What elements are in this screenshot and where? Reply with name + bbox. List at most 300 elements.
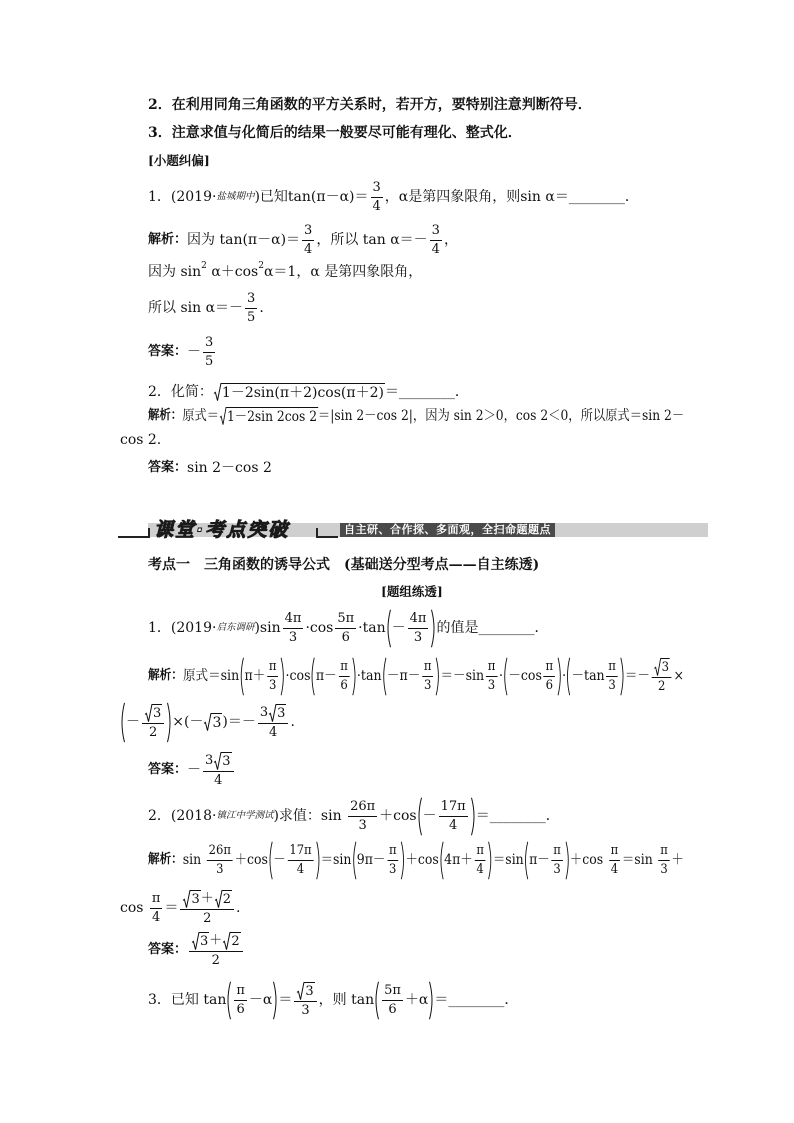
denominator (245, 309, 257, 326)
radical-sign-icon (223, 932, 230, 950)
numerator (430, 223, 442, 241)
practice-1-analysis-line-1 (148, 656, 684, 696)
left-parenthesis-icon (226, 981, 231, 1020)
parenthesis-content (379, 981, 429, 1020)
text-run: 考点一 三角函数的诱导公式 (基础送分型考点——自主练透) (148, 557, 540, 573)
practice-label (381, 572, 443, 612)
parenthesized-group (524, 841, 570, 880)
text-run: －π－ (386, 668, 421, 684)
text-run: 2 (211, 952, 220, 968)
practice-2-analysis-line-2 (120, 888, 240, 928)
text-run: [小题纠偏] (148, 153, 210, 168)
right-parenthesis-icon (436, 657, 440, 696)
fraction (430, 223, 442, 258)
text-run: 4 (610, 861, 619, 877)
text-run: 3．注意求值与化简后的结果一般要尽可能有理化、整式化． (148, 125, 522, 141)
text-run: 3 (431, 222, 440, 238)
denominator (658, 861, 669, 878)
text-run: 4 (431, 241, 440, 257)
text-run: 6 (340, 677, 348, 693)
fraction (408, 611, 429, 646)
denominator (180, 910, 234, 927)
text-run: · (562, 668, 567, 684)
left-parenthesis-icon (120, 702, 125, 743)
radicand (190, 890, 200, 908)
fraction (371, 180, 383, 215)
left-parenthesis-icon (439, 841, 443, 880)
text-run: ＝sin (492, 852, 524, 868)
parenthesis-content (422, 797, 471, 836)
analysis-label: 解析： (148, 668, 183, 683)
left-parenthesis-icon (311, 657, 315, 696)
numerator (544, 659, 555, 677)
fraction (606, 659, 617, 694)
fraction (475, 843, 486, 878)
text-run: 3．已知 tan (148, 992, 227, 1008)
fraction (142, 704, 164, 741)
text-run: ＝________． (384, 384, 469, 400)
text-run: ＝________． (475, 808, 560, 824)
text-run: 6 (388, 1001, 397, 1017)
numerator (371, 180, 383, 198)
text-run: ＝|sin 2－cos 2|，因为 sin 2＞0，cos 2＜0，所以原式＝sin 2－ (317, 408, 685, 424)
denominator (552, 861, 563, 878)
right-parenthesis-icon (429, 981, 434, 1020)
text-run: 3 (259, 704, 269, 720)
text-run: π (608, 658, 616, 674)
denominator (609, 861, 620, 878)
text-run: 3 (191, 891, 200, 907)
right-parenthesis-icon (316, 841, 320, 880)
fraction (283, 611, 304, 646)
text-run: 26π (350, 798, 376, 814)
text-run: 3 (205, 752, 214, 768)
text-run: ＝－sin (440, 668, 485, 684)
text-run: 3 (301, 1002, 310, 1018)
text-run: . (259, 300, 264, 316)
radical-sign-icon (214, 752, 221, 770)
numerator (387, 843, 398, 861)
practice-1-analysis-line-2 (120, 702, 295, 742)
square-root (654, 658, 669, 676)
denominator (142, 724, 164, 741)
text-run: ×(－ (172, 714, 204, 730)
left-parenthesis-icon (524, 841, 528, 880)
text-run: 3 (660, 861, 668, 877)
parenthesized-group (417, 797, 476, 836)
parenthesis-content (386, 657, 436, 696)
analysis-label: 解析： (148, 408, 183, 423)
text-run: 4 (372, 198, 381, 214)
text-run: ＋ (200, 890, 214, 906)
denominator (339, 677, 350, 694)
numerator (339, 659, 350, 677)
text-run: 4 (476, 861, 484, 877)
analysis-label: 解析： (148, 852, 183, 867)
fraction (609, 843, 620, 878)
text-run: ＋ (671, 852, 684, 868)
numerator (294, 982, 316, 1002)
left-parenthesis-icon (417, 797, 422, 836)
text-run: 5π (337, 610, 355, 626)
fraction (339, 659, 350, 694)
numerator (486, 659, 497, 677)
numerator (606, 659, 617, 677)
radical-sign-icon (192, 932, 199, 950)
numerator (283, 611, 304, 629)
text-run: －tan (571, 668, 605, 684)
denominator (348, 817, 377, 834)
fraction (652, 658, 672, 695)
right-parenthesis-icon (620, 657, 624, 696)
left-parenthesis-icon (503, 657, 507, 696)
text-run: 3 (413, 629, 423, 645)
text-run: 5π (384, 982, 401, 998)
text-run: cos (120, 900, 148, 916)
text-run: 17π (289, 842, 312, 858)
text-run: ＋cos (569, 852, 608, 868)
question-1-analysis-line-3 (148, 288, 264, 328)
text-run: 3 (277, 705, 286, 721)
text-run: sin (182, 852, 206, 868)
text-run: ＋cos (234, 852, 268, 868)
text-run: )＝－ (222, 714, 256, 730)
text-run: 因为 tan(π－α)＝ (187, 232, 301, 248)
text-run: · (498, 668, 503, 684)
text-run: 2．化简： (148, 384, 213, 400)
text-run: ＋α (404, 992, 429, 1008)
text-run: . (236, 900, 241, 916)
left-parenthesis-icon (382, 657, 386, 696)
square-root (297, 982, 314, 1000)
parenthesized-group (120, 702, 172, 743)
text-run: 3 (216, 861, 224, 877)
text-run: ·tan (358, 620, 386, 636)
text-run: －cos (508, 668, 542, 684)
square-root (214, 752, 231, 770)
parenthesis-content (272, 841, 316, 880)
fraction (294, 982, 316, 1019)
denominator (475, 861, 486, 878)
text-run: π＋ (244, 668, 266, 684)
text-run: － (391, 620, 406, 636)
denominator (203, 772, 234, 789)
text-run: 3 (305, 983, 314, 999)
fraction (486, 659, 497, 694)
text-run: 4 (269, 724, 278, 740)
numerator (422, 659, 433, 677)
parenthesized-group (311, 657, 357, 696)
text-run: 2 (222, 891, 232, 907)
denominator (544, 677, 555, 694)
fraction (348, 799, 377, 834)
numerator (234, 983, 247, 1001)
right-parenthesis-icon (471, 797, 476, 836)
square-root (220, 407, 318, 425)
text-run: . (290, 714, 295, 730)
fraction (180, 890, 234, 927)
practice-2-answer (148, 930, 245, 970)
text-run: ＋cos (405, 852, 439, 868)
numerator (288, 843, 314, 861)
text-run: ，所以 tan α＝－ (316, 232, 428, 248)
parenthesis-content (571, 657, 621, 696)
radicand (304, 982, 314, 1000)
practice-1-question (148, 608, 548, 648)
denominator (382, 1001, 403, 1018)
text-run: π (545, 658, 554, 674)
banner-title: 课堂·考点突破 (154, 519, 290, 541)
text-run: 3 (358, 817, 367, 833)
banner-hook-mid-decoration (316, 528, 338, 538)
parenthesized-group (386, 609, 437, 648)
left-parenthesis-icon (239, 657, 243, 696)
denominator (408, 629, 429, 646)
text-run: π (388, 842, 397, 858)
radical-sign-icon (220, 407, 226, 425)
radical-sign-icon (145, 704, 152, 722)
denominator (294, 1002, 316, 1019)
text-run: 9π－ (356, 852, 386, 868)
text-run: ·cos (285, 668, 311, 684)
denominator (439, 817, 468, 834)
text-run: 4 (152, 909, 161, 925)
section-banner (118, 518, 708, 542)
left-parenthesis-icon (566, 657, 570, 696)
text-run: 3 (304, 222, 313, 238)
numerator (439, 799, 468, 817)
numerator (652, 658, 672, 678)
analysis-label: 答案： (148, 344, 188, 359)
square-root (145, 704, 162, 722)
superscript: 2 (201, 261, 207, 271)
text-run: －α (248, 992, 273, 1008)
question-1-analysis-line-2 (148, 252, 422, 292)
text-run: 17π (440, 798, 466, 814)
fraction (267, 659, 278, 694)
fraction (422, 659, 433, 694)
numerator (348, 799, 377, 817)
text-run: π (660, 842, 668, 858)
parenthesis-content (443, 841, 488, 880)
parenthesized-group (439, 841, 493, 880)
right-parenthesis-icon (558, 657, 562, 696)
right-parenthesis-icon (401, 841, 405, 880)
text-run: π (553, 842, 561, 858)
numerator (189, 932, 243, 952)
denominator (234, 1001, 247, 1018)
text-run: － (187, 762, 202, 778)
text-run: － (126, 714, 140, 730)
text-run: π (610, 842, 619, 858)
text-run: 3 (487, 677, 496, 693)
analysis-label: 答案： (148, 762, 188, 777)
topic-heading (148, 545, 539, 585)
numerator (150, 891, 163, 909)
fraction (189, 932, 243, 969)
numerator (609, 843, 620, 861)
text-run: 3 (661, 659, 670, 675)
fraction (552, 843, 563, 878)
text-run: π (268, 658, 277, 674)
denominator (335, 629, 356, 646)
text-run: ＋ (209, 932, 223, 948)
text-run: 3 (553, 861, 561, 877)
text-run: π (340, 658, 348, 674)
text-run: ＋cos (379, 808, 417, 824)
text-run: 3 (205, 334, 214, 350)
denominator (486, 677, 497, 694)
text-run: ＝sin (621, 852, 657, 868)
right-parenthesis-icon (273, 981, 278, 1020)
analysis-label: 答案： (148, 460, 188, 475)
text-run: － (273, 852, 286, 868)
radicand (152, 704, 162, 722)
text-run: 4 (214, 772, 223, 788)
right-parenthesis-icon (281, 657, 285, 696)
text-run: 3 (153, 705, 162, 721)
right-parenthesis-icon (431, 609, 436, 648)
text-run: ， (443, 232, 458, 248)
text-run: 原式＝ (182, 408, 220, 424)
parenthesized-group (239, 657, 285, 696)
parenthesized-group (382, 657, 441, 696)
text-run: )已知tan(π－α)＝ (254, 189, 369, 205)
denominator (203, 353, 215, 370)
text-run: π (423, 658, 432, 674)
fraction (203, 335, 215, 370)
fraction (335, 611, 356, 646)
text-run: 1－2sin(π＋2)cos(π＋2) (221, 385, 384, 401)
banner-subtitle: 自主研、合作探、多面观，全扫命题题点 (340, 523, 555, 537)
text-run: － (187, 344, 202, 360)
text-run: 3 (269, 677, 277, 693)
text-run: 4 (304, 241, 313, 257)
text-run: 3 (200, 933, 209, 949)
text-run: π－ (315, 668, 337, 684)
radical-sign-icon (654, 658, 660, 676)
numerator (658, 843, 669, 861)
left-parenthesis-icon (386, 609, 391, 648)
fraction (439, 799, 468, 834)
text-run: 2．在利用同角三角函数的平方关系时，若开方，要特别注意判断符号． (148, 97, 592, 113)
section-label-corrections (148, 141, 210, 181)
fraction (258, 704, 289, 741)
text-run: 5 (247, 309, 256, 325)
parenthesized-group (351, 841, 405, 880)
text-run: 3 (389, 861, 397, 877)
parenthesis-content (231, 981, 273, 1020)
text-run: π (487, 658, 496, 674)
fraction (150, 891, 163, 926)
parenthesized-group (226, 981, 278, 1020)
text-run: )sin (254, 620, 281, 636)
superscript: 2 (258, 261, 264, 271)
text-run: 的值是________． (436, 620, 549, 636)
text-run: 3 (423, 677, 432, 693)
denominator (207, 861, 233, 878)
practice-3-question (148, 980, 518, 1020)
radical-sign-icon (204, 713, 211, 731)
square-root (215, 890, 232, 908)
analysis-label: 答案： (148, 942, 188, 957)
text-run: π (476, 842, 484, 858)
fraction (658, 843, 669, 878)
right-parenthesis-icon (352, 657, 356, 696)
text-run: 3 (222, 753, 231, 769)
text-run: 3 (372, 179, 381, 195)
fraction (203, 752, 234, 789)
radicand (661, 658, 670, 676)
parenthesis-content (125, 702, 167, 743)
left-parenthesis-icon (374, 981, 379, 1020)
radical-sign-icon (215, 890, 222, 908)
radicand (226, 407, 318, 425)
fraction (288, 843, 314, 878)
denominator (258, 724, 289, 741)
text-run: ，α是第四象限角，则sin α＝________． (384, 189, 639, 205)
text-run: 1－2sin 2cos 2 (226, 409, 318, 425)
banner-hook-left-decoration (118, 528, 150, 538)
practice-1-answer (148, 750, 236, 790)
text-run: 6 (545, 677, 554, 693)
text-run: π (236, 982, 245, 998)
right-parenthesis-icon (565, 841, 569, 880)
practice-2-analysis-line-1 (148, 840, 684, 880)
left-parenthesis-icon (351, 841, 355, 880)
square-root (204, 713, 222, 731)
question-2-answer (148, 448, 272, 488)
fraction (245, 291, 257, 326)
text-run: 原式＝sin (182, 668, 240, 684)
text-run: ·cos (305, 620, 334, 636)
parenthesis-content (507, 657, 557, 696)
text-run: 因为 sin (148, 264, 202, 280)
square-root (269, 704, 286, 722)
numerator (408, 611, 429, 629)
left-parenthesis-icon (268, 841, 272, 880)
radicand (221, 752, 231, 770)
text-run: 3 (212, 715, 222, 731)
text-run: ＝sin (320, 852, 352, 868)
text-run: ＝ (164, 900, 179, 916)
parenthesized-group (566, 657, 625, 696)
fraction (234, 983, 247, 1018)
denominator (606, 677, 617, 694)
radicand (199, 932, 209, 950)
parenthesized-group (268, 841, 321, 880)
parenthesis-content (315, 657, 352, 696)
parenthesis-content (244, 657, 281, 696)
numerator (552, 843, 563, 861)
parenthesis-content (528, 841, 565, 880)
text-run: 2．(2018· (148, 808, 217, 824)
text-run: ＝ (278, 992, 293, 1008)
text-run: π－ (529, 852, 550, 868)
numerator (245, 291, 257, 309)
text-run: 2 (203, 910, 212, 926)
numerator (382, 983, 403, 1001)
text-run: ·tan (356, 668, 382, 684)
text-run: ，则 tan (318, 992, 375, 1008)
fraction (387, 843, 398, 878)
text-run: 5 (205, 353, 214, 369)
text-run: 4π (409, 610, 427, 626)
text-run: 2 (149, 724, 158, 740)
practice-2-question (148, 796, 560, 836)
text-run: sin 2－cos 2 (187, 460, 272, 476)
square-root (223, 932, 240, 950)
